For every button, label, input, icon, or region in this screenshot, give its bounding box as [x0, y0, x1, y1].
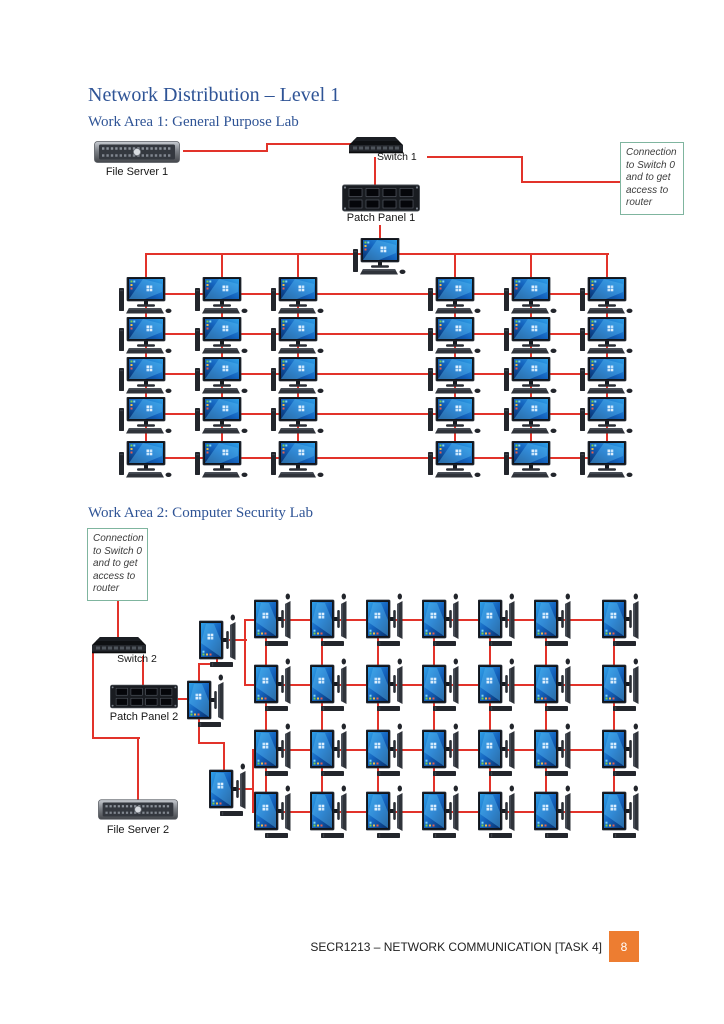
portrait-pc-icon	[366, 721, 406, 779]
desktop-pc-icon	[268, 441, 326, 481]
desktop-pc-icon	[268, 277, 326, 317]
portrait-pc-icon	[187, 672, 227, 730]
desktop-pc-icon	[425, 397, 483, 437]
portrait-pc-icon	[478, 656, 518, 714]
portrait-pc-icon	[534, 656, 574, 714]
desktop-pc-icon	[192, 397, 250, 437]
cable-line	[266, 143, 354, 145]
footer-text: SECR1213 – NETWORK COMMUNICATION [TASK 4]	[310, 940, 602, 954]
page-title: Network Distribution – Level 1	[88, 84, 341, 106]
desktop-pc-icon	[577, 317, 635, 357]
note-box-wa2: Connection to Switch 0 and to get access to router	[87, 528, 148, 601]
cable-line	[374, 157, 376, 187]
portrait-pc-icon	[602, 783, 642, 841]
portrait-pc-icon	[602, 656, 642, 714]
portrait-pc-icon	[478, 783, 518, 841]
portrait-pc-icon	[478, 591, 518, 649]
switch-1-label: Switch 1	[377, 151, 417, 163]
desktop-pc-icon	[425, 277, 483, 317]
portrait-pc-icon	[478, 721, 518, 779]
desktop-pc-icon	[268, 397, 326, 437]
portrait-pc-icon	[422, 783, 462, 841]
desktop-pc-icon	[268, 357, 326, 397]
file-server-1-label: File Server 1	[105, 166, 169, 178]
portrait-pc-icon	[254, 783, 294, 841]
cable-line	[521, 181, 621, 183]
desktop-pc-icon	[577, 441, 635, 481]
portrait-pc-icon	[254, 721, 294, 779]
desktop-pc-icon	[577, 277, 635, 317]
portrait-pc-icon	[199, 612, 239, 670]
portrait-pc-icon	[602, 591, 642, 649]
patch-panel-2-label: Patch Panel 2	[109, 711, 179, 723]
desktop-pc-icon	[501, 317, 559, 357]
switch-2-label: Switch 2	[117, 653, 157, 665]
cable-line	[521, 156, 523, 183]
work-area-1-title: Work Area 1: General Purpose Lab	[88, 114, 299, 130]
cable-line	[244, 619, 246, 686]
portrait-pc-icon	[310, 591, 350, 649]
desktop-pc-icon	[192, 441, 250, 481]
desktop-pc-icon	[350, 238, 408, 278]
desktop-pc-icon	[425, 357, 483, 397]
desktop-pc-icon	[577, 357, 635, 397]
desktop-pc-icon	[268, 317, 326, 357]
portrait-pc-icon	[254, 656, 294, 714]
desktop-pc-icon	[425, 317, 483, 357]
portrait-pc-icon	[366, 783, 406, 841]
cable-line	[137, 737, 139, 800]
cable-line	[427, 156, 523, 158]
cable-line	[92, 649, 94, 739]
file-server-2-icon	[98, 798, 178, 822]
portrait-pc-icon	[254, 591, 294, 649]
desktop-pc-icon	[192, 357, 250, 397]
portrait-pc-icon	[422, 591, 462, 649]
portrait-pc-icon	[366, 591, 406, 649]
patch-panel-1-icon	[342, 184, 420, 212]
portrait-pc-icon	[534, 721, 574, 779]
portrait-pc-icon	[534, 783, 574, 841]
desktop-pc-icon	[501, 441, 559, 481]
desktop-pc-icon	[116, 277, 174, 317]
portrait-pc-icon	[366, 656, 406, 714]
portrait-pc-icon	[310, 783, 350, 841]
note-box-wa1: Connection to Switch 0 and to get access to router	[620, 142, 684, 215]
portrait-pc-icon	[422, 721, 462, 779]
patch-panel-1-label: Patch Panel 1	[346, 212, 416, 224]
desktop-pc-icon	[116, 317, 174, 357]
desktop-pc-icon	[577, 397, 635, 437]
cable-line	[183, 150, 268, 152]
desktop-pc-icon	[192, 277, 250, 317]
desktop-pc-icon	[116, 441, 174, 481]
desktop-pc-icon	[501, 397, 559, 437]
desktop-pc-icon	[425, 441, 483, 481]
desktop-pc-icon	[192, 317, 250, 357]
cable-line	[117, 599, 119, 638]
portrait-pc-icon	[209, 761, 249, 819]
desktop-pc-icon	[501, 357, 559, 397]
portrait-pc-icon	[602, 721, 642, 779]
cable-line	[379, 225, 381, 239]
portrait-pc-icon	[534, 591, 574, 649]
portrait-pc-icon	[310, 721, 350, 779]
file-server-2-label: File Server 2	[106, 824, 170, 836]
desktop-pc-icon	[116, 397, 174, 437]
desktop-pc-icon	[501, 277, 559, 317]
file-server-1-icon	[94, 140, 180, 165]
cable-line	[92, 737, 140, 739]
page-number-badge: 8	[609, 931, 639, 962]
work-area-2-title: Work Area 2: Computer Security Lab	[88, 505, 313, 521]
patch-panel-2-icon	[110, 684, 178, 709]
desktop-pc-icon	[116, 357, 174, 397]
cable-line	[198, 742, 225, 744]
portrait-pc-icon	[310, 656, 350, 714]
portrait-pc-icon	[422, 656, 462, 714]
